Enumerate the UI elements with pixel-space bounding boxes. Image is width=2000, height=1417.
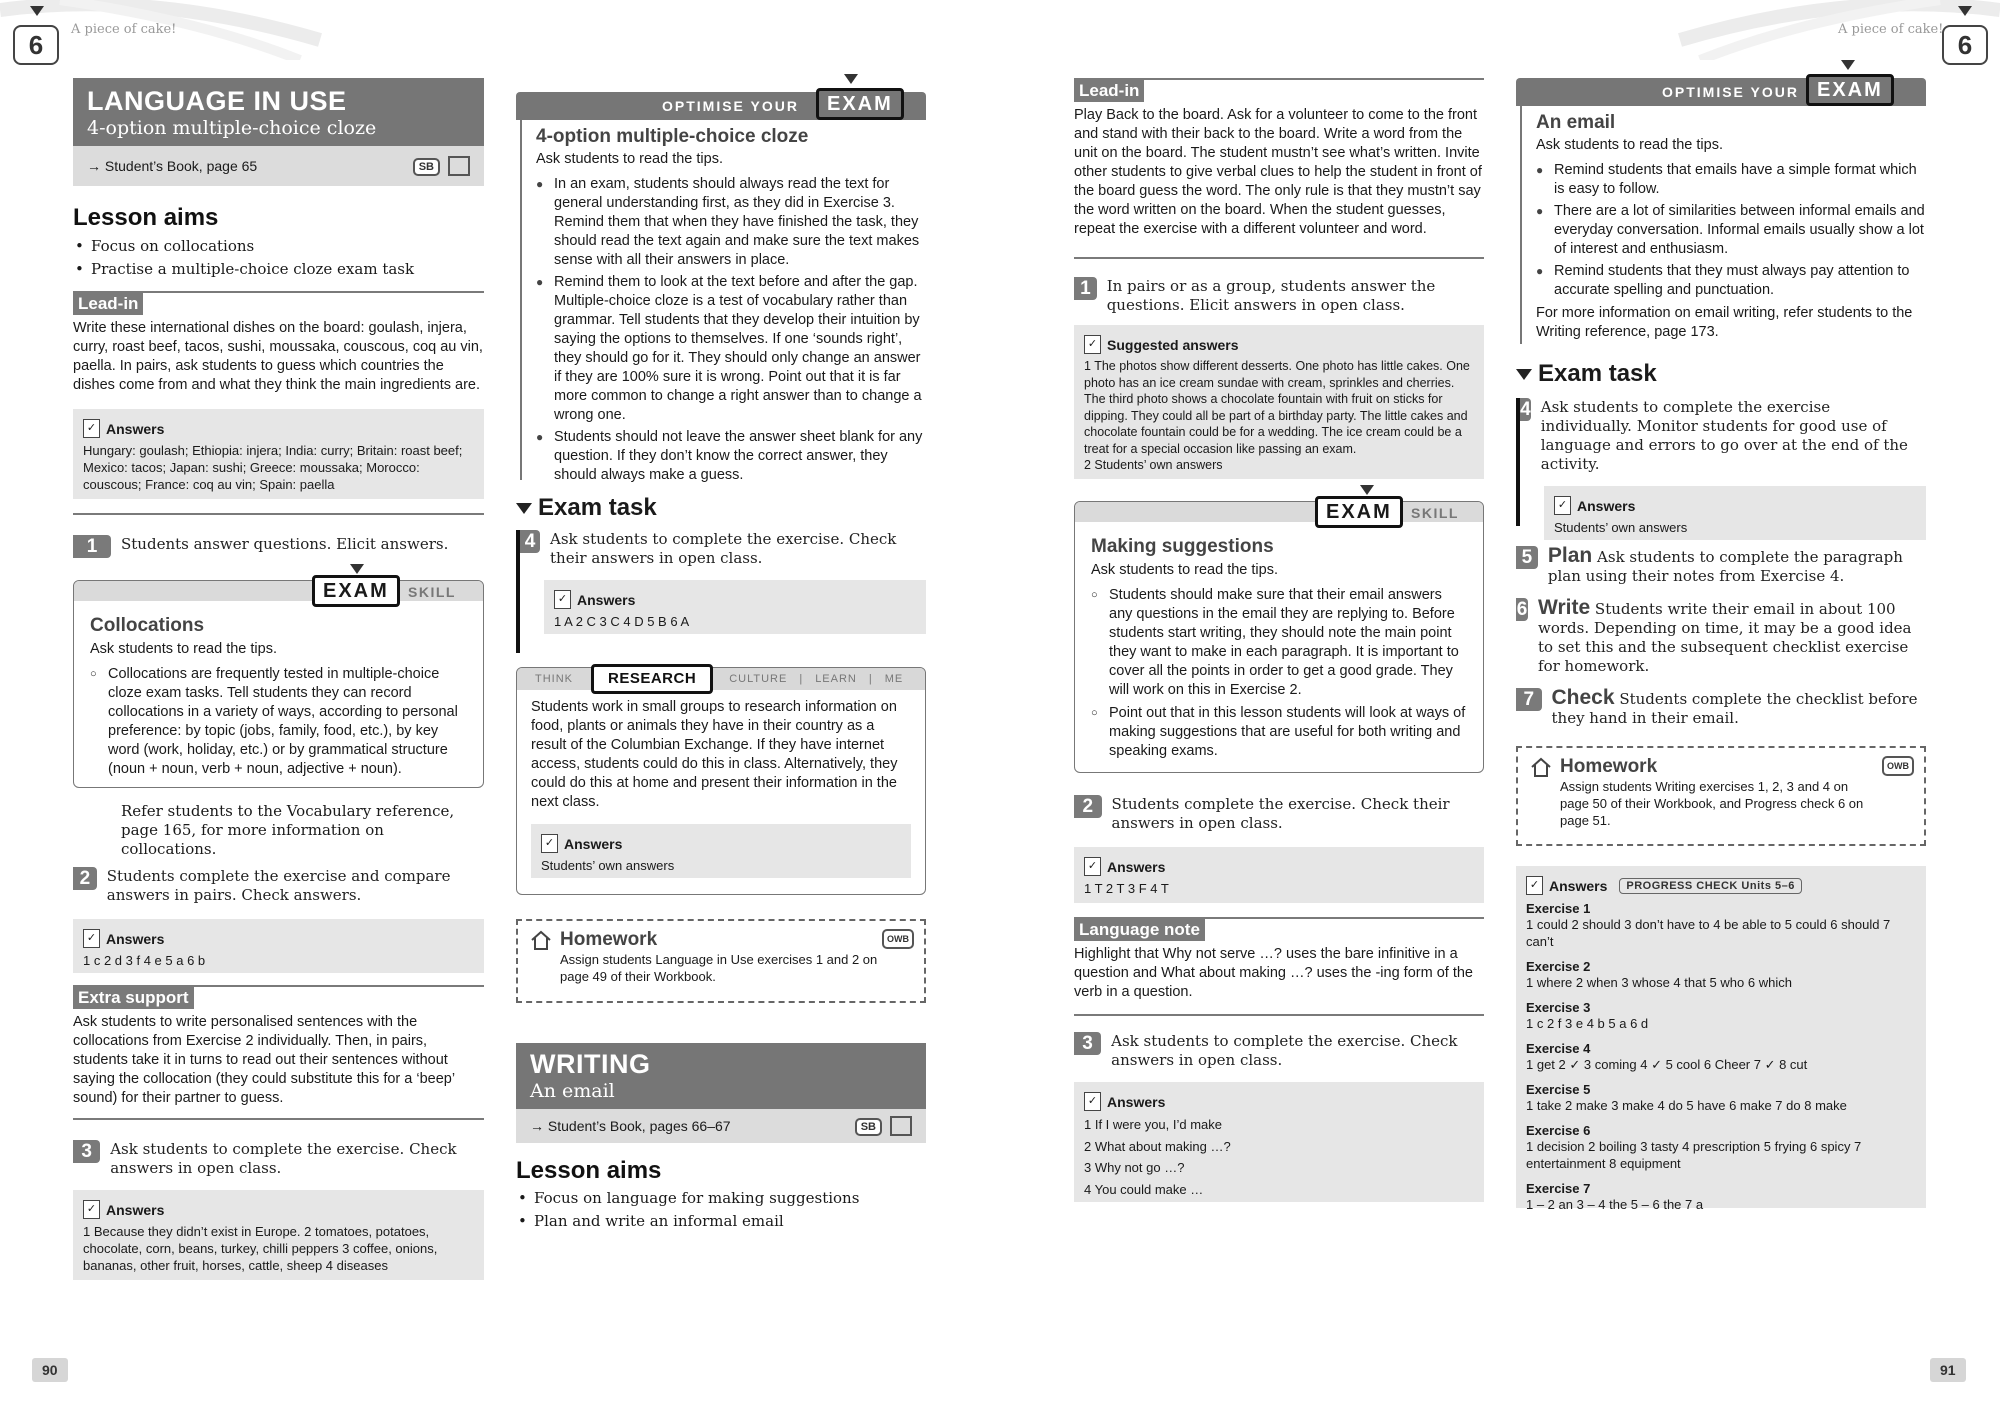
exercise-number: 2 xyxy=(1074,795,1102,818)
tips-list xyxy=(90,665,467,779)
tip-item: ● Remind them to look at the text before and after the gap. Multiple-choice cloze is a test of vocabulary rather than grammar. Tell students that they develop their intuition by saying the options to themselves. If one ‘sounds right’, they should go for it. They should only change an answer if they are 100% sure it is wrong. Point out that it is far more common to change a right answer than to change a wrong one. xyxy=(536,273,926,425)
tips-intro: Ask students to read the tips. xyxy=(90,641,277,657)
exercise-text: Ask students to complete the exercise. Check answers in open class. xyxy=(110,1140,457,1177)
aim-item: • Plan and write an informal email xyxy=(516,1210,926,1233)
writing-banner xyxy=(516,1043,926,1109)
answers-heading: Answers xyxy=(1107,1093,1166,1110)
exercise-label: Exercise 3 xyxy=(1526,1000,1591,1015)
column-2 xyxy=(516,92,926,1233)
tips-intro: Ask students to read the tips. xyxy=(1536,137,1723,153)
answers-heading: Answers xyxy=(1549,877,1608,894)
page-number-left: 90 xyxy=(32,1358,68,1382)
answers-icon: ✓ xyxy=(1084,335,1101,354)
exercise-number: 7 xyxy=(1516,688,1542,711)
progress-check-list xyxy=(1526,901,1916,1213)
column-1 xyxy=(73,78,484,1280)
skill-label: SKILL xyxy=(1411,505,1459,521)
unit-number-left: 6 xyxy=(13,25,59,65)
exam-label: EXAM xyxy=(312,575,400,607)
answers-icon: ✓ xyxy=(83,1200,100,1219)
exercise-1 xyxy=(73,535,484,558)
exercise-2 xyxy=(1074,795,1484,833)
aim-item: • Focus on collocations xyxy=(73,235,484,258)
suggestions-title: Making suggestions xyxy=(1091,536,1274,557)
homework-text: Assign students Language in Use exercises 1 and 2 on page 49 of their Workbook. xyxy=(560,952,878,984)
tips-intro: Ask students to read the tips. xyxy=(536,151,723,167)
divider xyxy=(73,1118,484,1120)
answer-line: 1 If I were you, I’d make xyxy=(1084,1117,1223,1132)
optimise-label: OPTIMISE YOUR xyxy=(662,98,799,114)
answers-heading: Answers xyxy=(577,591,636,608)
unit-title-left: A piece of cake! xyxy=(71,22,177,37)
optimise-title: An email xyxy=(1536,112,1616,133)
answers-box-2 xyxy=(1074,847,1484,903)
ref-text: → Student’s Book, page 65 xyxy=(87,158,258,174)
pointer-icon xyxy=(350,564,364,574)
tip-item: ● Students should not leave the answer sheet blank for any question. If they don’t know the correct answer, they should always make a guess. xyxy=(536,428,926,485)
answers-box-2 xyxy=(73,919,484,973)
tab-think: THINK xyxy=(535,673,573,685)
lesson-aims-list xyxy=(73,235,484,281)
pointer-icon xyxy=(844,74,858,84)
tab-learn: LEARN xyxy=(815,673,857,685)
unit-number-right: 6 xyxy=(1942,25,1988,65)
collocations-title: Collocations xyxy=(90,615,205,636)
suggested-answers-box xyxy=(1074,325,1484,479)
tip-item: ○ Students should make sure that their email answers any questions in the email they are replying to. Before students start writing, they should note the main point they want to make in each paragraph. It is important to cover all the points in order to get a good grade. They will work on this in Exercise 2. xyxy=(1091,586,1467,700)
exercise-text: Ask students to complete the paragraph plan using their notes from Exercise 4. xyxy=(1547,548,1903,585)
header-marker-right xyxy=(1958,6,1972,16)
triangle-icon xyxy=(1516,369,1532,380)
tab-me: ME xyxy=(884,673,904,685)
answers-heading: Answers xyxy=(106,420,165,437)
presentation-icon xyxy=(890,1116,912,1136)
workbook-icon: OWB xyxy=(882,929,914,949)
answers-box-4 xyxy=(544,580,926,634)
tip-item: ● Remind students that emails have a simple format which is easy to follow. xyxy=(1536,161,1926,199)
lesson-aims-title: Lesson aims xyxy=(73,204,219,231)
exercise-keyword: Check xyxy=(1551,686,1615,709)
exercise-number: 4 xyxy=(1520,399,1531,420)
lead-in-text: Write these international dishes on the board: goulash, injera, curry, roast beef, tacos, sushi, moussaka, couscous, coq au vin, paella. In pairs, ask students to guess which countries the dishes come from and what they think the main ingredients are. xyxy=(73,320,483,393)
progress-check-answers xyxy=(1516,866,1926,1212)
exercise-number: 6 xyxy=(1516,599,1528,620)
exercise-5 xyxy=(1516,546,1926,586)
pointer-icon xyxy=(1841,60,1855,70)
optimise-exam-bar xyxy=(1516,78,1926,106)
exercise-6 xyxy=(1516,598,1926,676)
exercise-text: Students answer questions. Elicit answers. xyxy=(121,535,449,553)
homework-title: Homework xyxy=(1560,756,1658,777)
answers-icon: ✓ xyxy=(1554,496,1571,515)
exercise-label: Exercise 2 xyxy=(1526,959,1591,974)
banner-title: LANGUAGE IN USE xyxy=(87,86,347,116)
exercise-4 xyxy=(1520,398,1926,474)
lead-in-heading: Lead-in xyxy=(73,293,143,315)
homework-box xyxy=(1516,746,1926,846)
exercise-4 xyxy=(520,530,926,568)
refer-text: Refer students to the Vocabulary reference, page 165, for more information on collocations. xyxy=(121,802,455,858)
answers-heading: Suggested answers xyxy=(1107,336,1239,353)
tip-item: ○ Point out that in this lesson students will look at ways of making suggestions that are useful for both writing and speaking exams. xyxy=(1091,704,1467,761)
exercise-text: Students complete the exercise and compare answers in pairs. Check answers. xyxy=(106,867,451,904)
exercise-label: Exercise 7 xyxy=(1526,1181,1591,1196)
lesson-aims-title: Lesson aims xyxy=(516,1157,662,1184)
tab-research: RESEARCH xyxy=(591,664,713,694)
exercise-answers: 1 where 2 when 3 whose 4 that 5 who 6 which xyxy=(1526,975,1792,990)
tab-culture: CULTURE xyxy=(729,673,788,685)
answers-text-2: 2 Students’ own answers xyxy=(1084,458,1223,472)
exam-label: EXAM xyxy=(1315,496,1403,528)
exercise-number: 5 xyxy=(1516,546,1538,569)
ref-text: → Student’s Book, pages 66–67 xyxy=(530,1118,731,1134)
answers-text: Hungary: goulash; Ethiopia: injera; India: curry; Britain: roast beef; Mexico: tacos; Japan: sushi; Greece: moussaka; Morocco: couscous; France: coq au vin; Spain: paella xyxy=(83,443,463,492)
answers-heading: Answers xyxy=(1107,858,1166,875)
exercise-answers: 1 – 2 an 3 – 4 the 5 – 6 the 7 a xyxy=(1526,1197,1704,1212)
homework-box xyxy=(516,919,926,1003)
answers-text: 1 c 2 d 3 f 4 e 5 a 6 b xyxy=(83,953,206,968)
tip-item: ○ Collocations are frequently tested in multiple-choice cloze exam tasks. Tell students they can record collocations in a variety of ways, according to personal preference: by topic (jobs, family, food, etc.), by key word (work, holiday, etc.) or by grammatical structure (noun + noun, verb + noun, adjective + noun). xyxy=(90,665,467,779)
presentation-icon xyxy=(448,156,470,176)
exercise-text: Students complete the exercise. Check their answers in open class. xyxy=(1111,795,1450,832)
research-box xyxy=(516,667,926,895)
answers-icon: ✓ xyxy=(83,419,100,438)
exam-label: EXAM xyxy=(816,88,904,120)
home-icon xyxy=(530,929,552,951)
pointer-icon xyxy=(1360,485,1374,495)
answers-text: 1 T 2 T 3 F 4 T xyxy=(1084,881,1169,896)
extra-support-heading: Extra support xyxy=(73,987,194,1009)
exam-skill-suggestions xyxy=(1074,501,1484,773)
answers-heading: Answers xyxy=(106,930,165,947)
answers-heading: Answers xyxy=(564,835,623,852)
divider xyxy=(73,513,484,515)
answers-text: 1 The photos show different desserts. One photo has little cakes. One photo has an ice cream sundae with cream, sprinkles and cherries. The third photo shows a chocolate fountain with fruit on sticks for dipping. They could all be part of a birthday party. The little cakes and chocolate fountain could be for a wedding. The ice cream could be a treat for a special occasion like passing an exam. xyxy=(1084,359,1470,456)
lead-in-heading: Lead-in xyxy=(1074,80,1144,102)
banner-subtitle: 4-option multiple-choice cloze xyxy=(87,117,377,139)
tips-list xyxy=(536,175,926,485)
exercise-number: 3 xyxy=(1074,1032,1101,1055)
exam-task-heading: Exam task xyxy=(516,494,926,522)
exam-label: EXAM xyxy=(1806,74,1894,106)
language-in-use-banner xyxy=(73,78,484,146)
exam-task-bar xyxy=(516,530,520,653)
sb-icon: SB xyxy=(413,158,440,176)
exercise-3 xyxy=(1074,1032,1484,1070)
more-info-text: For more information on email writing, refer students to the Writing reference, page 173. xyxy=(1536,305,1913,340)
exercise-label: Exercise 1 xyxy=(1526,901,1591,916)
exercise-number: 2 xyxy=(73,867,97,890)
exercise-label: Exercise 5 xyxy=(1526,1082,1591,1097)
tip-item: ● Remind students that they must always pay attention to accurate spelling and punctuation. xyxy=(1536,262,1926,300)
answers-text: 1 Because they didn’t exist in Europe. 2 tomatoes, potatoes, chocolate, corn, beans, turkey, chilli peppers 3 coffee, onions, bananas, other fruit, horses, cattle, sheep 4 diseases xyxy=(83,1224,438,1273)
answers-box-1 xyxy=(73,409,484,499)
unit-title-right: A piece of cake! xyxy=(1838,22,1944,37)
aim-item: • Focus on language for making suggestions xyxy=(516,1187,926,1210)
exercise-label: Exercise 4 xyxy=(1526,1041,1591,1056)
skill-label: SKILL xyxy=(408,584,456,600)
exercise-number: 1 xyxy=(1074,277,1097,300)
answers-text: 1 A 2 C 3 C 4 D 5 B 6 A xyxy=(554,614,690,629)
exercise-text: Ask students to complete the exercise. Check answers in open class. xyxy=(1111,1032,1458,1069)
exam-task-bar xyxy=(1516,398,1520,526)
page-number-right: 91 xyxy=(1930,1358,1966,1382)
extra-support-text: Ask students to write personalised sentences with the collocations from Exercise 2 individually. Then, in pairs, students take it in turns to read out their sentences without saying the collocation (they could substitute this for a ‘beep’ sound) for their partner to guess. xyxy=(73,1014,455,1106)
answer-line: 2 What about making …? xyxy=(1084,1138,1231,1154)
banner-subtitle: An email xyxy=(530,1080,615,1102)
exercise-answers: 1 get 2 ✓ 3 coming 4 ✓ 5 cool 6 Cheer 7 ✓ 8 cut xyxy=(1526,1057,1808,1072)
research-answers xyxy=(531,824,911,878)
answers-text: Students’ own answers xyxy=(1554,520,1688,535)
language-note-heading: Language note xyxy=(1074,919,1205,941)
exercise-text: Students complete the checklist before they hand in their email. xyxy=(1551,690,1918,727)
header-marker-left xyxy=(30,6,44,16)
exercise-answers: 1 c 2 f 3 e 4 b 5 a 6 d xyxy=(1526,1016,1649,1031)
workbook-icon: OWB xyxy=(1882,756,1914,776)
exercise-number: 3 xyxy=(73,1140,100,1163)
exercise-text: Ask students to complete the exercise individually. Monitor students for good use of language and errors to go over at the end of the activity. xyxy=(1540,398,1908,473)
answers-icon: ✓ xyxy=(541,834,558,853)
research-text: Students work in small groups to research information on food, plants or animals they have in their country as a result of the Columbian Exchange. If they have internet access, students could do this in class. Alternatively, they could do this at home and present their information in the next class. xyxy=(531,699,898,810)
answers-heading: Answers xyxy=(106,1201,165,1218)
exercise-7 xyxy=(1516,688,1926,728)
answers-box-4 xyxy=(1544,486,1926,540)
exam-skill-collocations xyxy=(73,580,484,788)
homework-title: Homework xyxy=(560,929,658,950)
answers-icon: ✓ xyxy=(1084,857,1101,876)
students-book-ref xyxy=(73,146,484,186)
language-note-text: Highlight that Why not serve …? uses the bare infinitive in a question and What about making …? uses the -ing form of the verb in a question. xyxy=(1074,946,1473,1000)
tip-item: ● In an exam, students should always read the text for general understanding first, as they did in Exercise 3. Remind them that when they have finished the task, they should read the text again and make sure the text makes sense with all their answers in place. xyxy=(536,175,926,270)
exercise-text: Students write their email in about 100 words. Depending on time, it may be a good idea to set this and the subsequent checklist exercise for homework. xyxy=(1538,600,1912,675)
answers-icon: ✓ xyxy=(1084,1092,1101,1111)
home-icon xyxy=(1530,756,1552,778)
column-3 xyxy=(1074,78,1484,1202)
exercise-answers: 1 decision 2 boiling 3 tasty 4 prescription 5 frying 6 spicy 7 entertainment 8 equipment xyxy=(1526,1139,1862,1171)
aim-item: • Practise a multiple-choice cloze exam task xyxy=(73,258,484,281)
lesson-aims-list xyxy=(516,1187,926,1233)
exercise-3 xyxy=(73,1140,484,1178)
answers-heading: Answers xyxy=(1577,497,1636,514)
answers-icon: ✓ xyxy=(83,929,100,948)
lead-in-text: Play Back to the board. Ask for a volunteer to come to the front and stand with their back to the board. Write a word from the unit on the board. The student mustn’t see what’s written. Invite other students to give verbal clues to help the student in front of the board guess the word. The only rule is that they mustn’t say the word written on the board. When the student guesses, repeat the exercise with a different volunteer and word. xyxy=(1074,107,1482,237)
exercise-keyword: Plan xyxy=(1547,544,1593,567)
divider xyxy=(1074,257,1484,259)
students-book-ref xyxy=(516,1109,926,1143)
progress-check-tag: PROGRESS CHECK Units 5–6 xyxy=(1619,878,1801,894)
tips-list xyxy=(1091,586,1467,761)
think-tabs: THINK RESEARCH CULTURE | LEARN | ME xyxy=(517,668,925,690)
exercise-number: 4 xyxy=(520,530,540,553)
sb-icon: SB xyxy=(855,1118,882,1136)
exercise-2 xyxy=(73,867,484,905)
answers-icon: ✓ xyxy=(1526,876,1543,895)
exercise-answers: 1 could 2 should 3 don’t have to 4 be able to 5 could 6 should 7 can’t xyxy=(1526,917,1891,949)
exercise-text: Ask students to complete the exercise. Check their answers in open class. xyxy=(550,530,897,567)
tip-item: ● There are a lot of similarities between informal emails and everyday conversation. Informal emails usually show a lot of interest and enthusiasm. xyxy=(1536,202,1926,259)
answer-line: 3 Why not go …? xyxy=(1084,1160,1185,1175)
answers-text: Students’ own answers xyxy=(541,858,675,873)
answers-box-3 xyxy=(73,1190,484,1280)
exam-task-heading: Exam task xyxy=(1516,360,1926,388)
exercise-keyword: Write xyxy=(1538,596,1591,619)
banner-title: WRITING xyxy=(530,1049,651,1079)
tips-list xyxy=(1536,161,1926,300)
exercise-label: Exercise 6 xyxy=(1526,1123,1591,1138)
homework-text: Assign students Writing exercises 1, 2, 3 and 4 on page 50 of their Workbook, and Progress check 6 on page 51. xyxy=(1560,779,1864,828)
exercise-number: 1 xyxy=(73,535,111,558)
answer-line: 4 You could make … xyxy=(1084,1181,1204,1197)
column-4 xyxy=(1516,78,1926,1212)
triangle-icon xyxy=(516,503,532,514)
divider xyxy=(1074,1014,1484,1016)
answers-box-3 xyxy=(1074,1082,1484,1202)
answers-icon: ✓ xyxy=(554,590,571,609)
tips-intro: Ask students to read the tips. xyxy=(1091,562,1278,578)
optimise-label: OPTIMISE YOUR xyxy=(1662,84,1799,100)
exercise-answers: 1 take 2 make 3 make 4 do 5 have 6 make 7 do 8 make xyxy=(1526,1098,1847,1113)
optimise-exam-bar xyxy=(516,92,926,120)
exercise-1 xyxy=(1074,277,1484,315)
optimise-title: 4-option multiple-choice cloze xyxy=(536,126,809,147)
exercise-text: In pairs or as a group, students answer the questions. Elicit answers in open class. xyxy=(1106,277,1436,314)
